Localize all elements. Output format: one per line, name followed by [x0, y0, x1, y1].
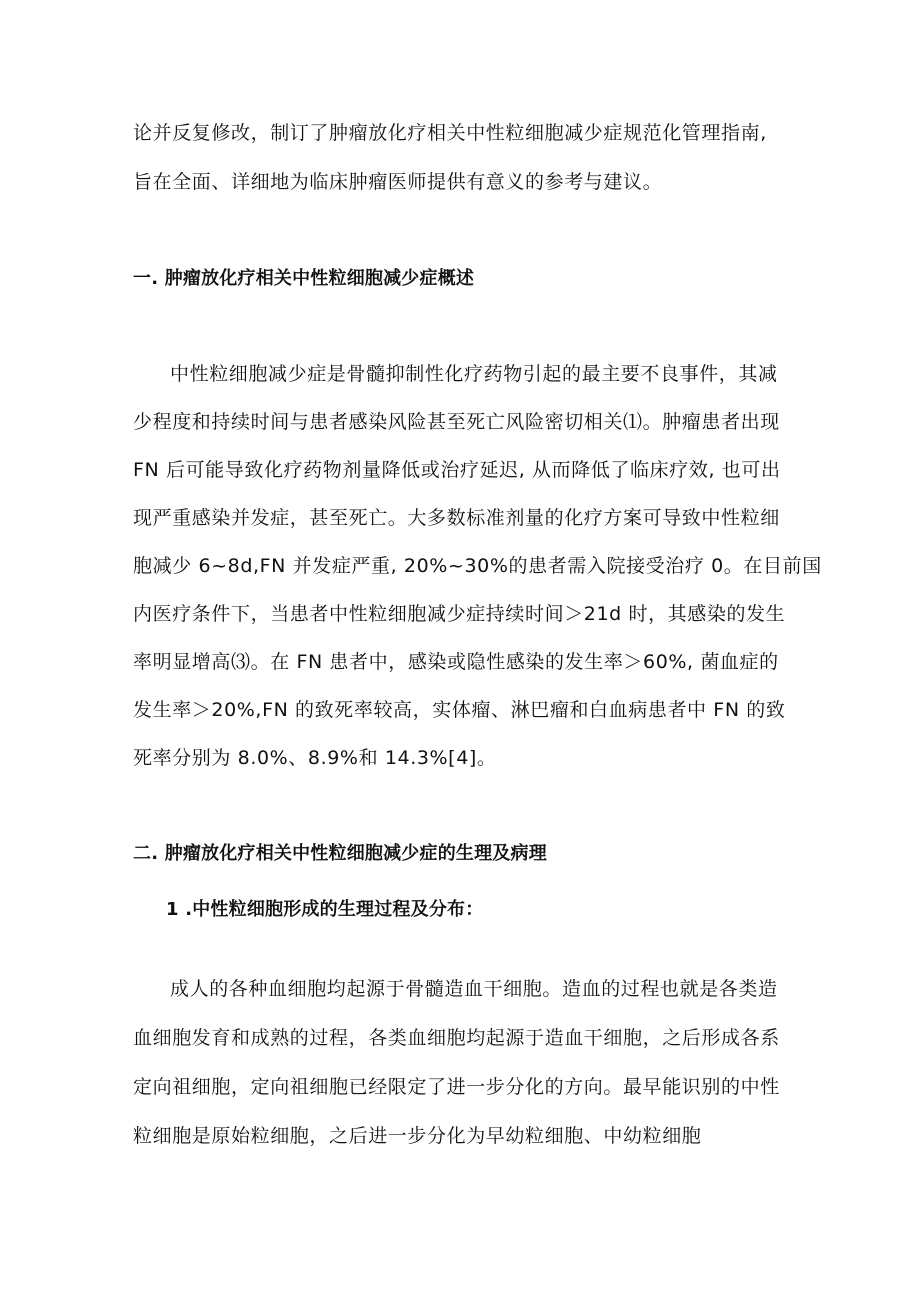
section2-line-4: 粒细胞是原始粒细胞，之后进一步分化为早幼粒细胞、中幼粒细胞: [133, 1125, 702, 1147]
section1-line-2: 少程度和持续时间与患者感染风险甚至死亡风险密切相关⑴。肿瘤患者出现: [133, 411, 780, 433]
section2-line-1: 成人的各种血细胞均起源于骨髓造血干细胞。造血的过程也就是各类造: [170, 978, 778, 1000]
section1-line-6: 内医疗条件下，当患者中性粒细胞减少症持续时间＞21d 时，其感染的发生: [133, 603, 786, 625]
section1-line-4: 现严重感染并发症，甚至死亡。大多数标准剂量的化疗方案可导致中性粒细: [133, 507, 780, 529]
section1-line-7: 率明显增高⑶。在 FN 患者中，感染或隐性感染的发生率＞60%, 菌血症的: [133, 651, 779, 673]
section1-line-5: 胞减少 6~8d,FN 并发症严重, 20%~30%的患者需入院接受治疗 0。在目前国: [133, 555, 822, 577]
section1-line-8: 发生率＞20%,FN 的致死率较高，实体瘤、淋巴瘤和白血病患者中 FN 的致: [133, 699, 786, 721]
section2-line-2: 血细胞发育和成熟的过程，各类血细胞均起源于造血干细胞，之后形成各系: [133, 1027, 780, 1049]
section2-heading: 二. 肿瘤放化疗相关中性粒细胞减少症的生理及病理: [133, 843, 547, 864]
intro-line-1: 论并反复修改，制订了肿瘤放化疗相关中性粒细胞减少症规范化管理指南,: [133, 122, 767, 144]
section2-line-3: 定向祖细胞，定向祖细胞已经限定了进一步分化的方向。最早能识别的中性: [133, 1076, 780, 1098]
intro-line-2: 旨在全面、详细地为临床肿瘤医师提供有意义的参考与建议。: [133, 171, 663, 193]
section1-heading: 一. 肿瘤放化疗相关中性粒细胞减少症概述: [133, 268, 475, 289]
section2-subheading: 1 .中性粒细胞形成的生理过程及分布：: [166, 899, 484, 920]
section1-line-1: 中性粒细胞减少症是骨髓抑制性化疗药物引起的最主要不良事件，其减: [170, 363, 778, 385]
section1-line-9: 死率分别为 8.0%、8.9%和 14.3%[4]。: [133, 747, 497, 769]
section1-line-3: FN 后可能导致化疗药物剂量降低或治疗延迟, 从而降低了临床疗效, 也可出: [133, 459, 781, 481]
